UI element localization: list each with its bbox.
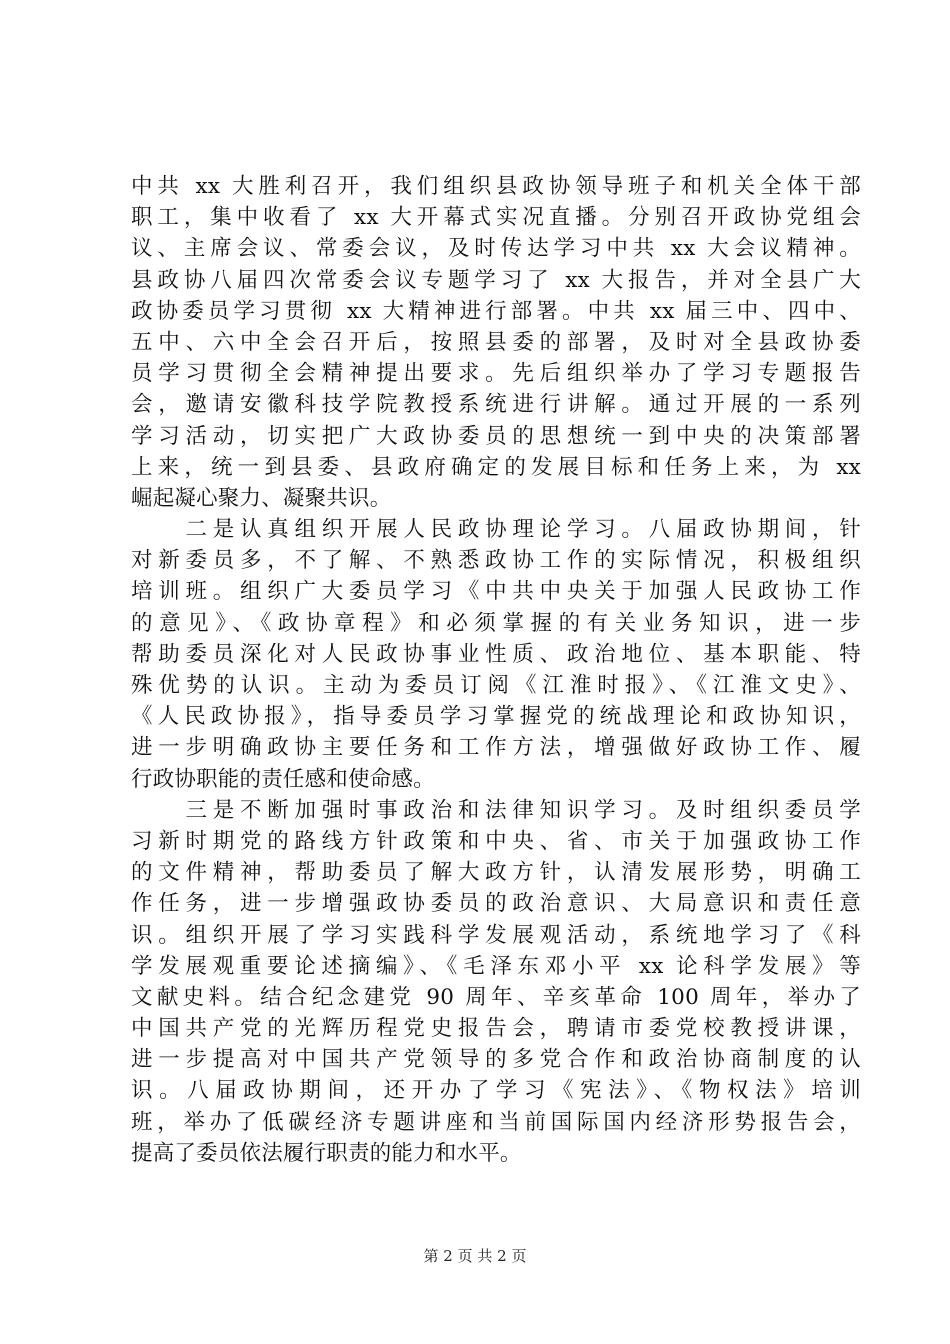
paragraph-end-line: 提高了委员依法履行职责的能力和水平。: [131, 1140, 522, 1166]
text-line: 作任务，进一步增强政协委员的政治意识、大局意识和责任意: [131, 891, 861, 917]
text-line: 进一步明确政协主要任务和工作方法，增强做好政协工作、履: [131, 735, 861, 761]
text-line: 学发展观重要论述摘编》、《毛泽东邓小平 xx 论科学发展》等: [131, 953, 861, 979]
text-line: 的文件精神，帮助委员了解大政方针，认清发展形势，明确工: [131, 860, 861, 886]
text-line: 的意见》、《政协章程》和必须掌握的有关业务知识，进一步: [131, 610, 861, 636]
text-line: 会，邀请安徽科技学院教授系统进行讲解。通过开展的一系列: [131, 392, 861, 418]
text-line: 议、主席会议、常委会议，及时传达学习中共 xx 大会议精神。: [131, 236, 861, 262]
text-line: 对新委员多，不了解、不熟悉政协工作的实际情况，积极组织: [131, 548, 861, 574]
paragraph-start-line: 二是认真组织开展人民政协理论学习。八届政协期间，针: [131, 517, 861, 543]
text-line: 培训班。组织广大委员学习《中共中央关于加强人民政协工作: [131, 579, 861, 605]
text-line: 文献史料。结合纪念建党 90 周年、辛亥革命 100 周年，举办了: [131, 984, 861, 1010]
text-line: 县政协八届四次常委会议专题学习了 xx 大报告，并对全县广大: [131, 267, 861, 293]
text-line: 上来，统一到县委、县政府确定的发展目标和任务上来，为 xx: [131, 454, 861, 480]
text-line: 殊优势的认识。主动为委员订阅《江淮时报》、《江淮文史》、: [131, 673, 861, 698]
text-line: 帮助委员深化对人民政协事业性质、政治地位、基本职能、特: [131, 641, 861, 667]
paragraph-end-line: 崛起凝心聚力、凝聚共识。: [131, 485, 392, 511]
paragraph-end-line: 行政协职能的责任感和使命感。: [131, 766, 435, 792]
page-number-footer: 第 2 页 共 2 页: [423, 1247, 527, 1265]
text-line: 员学习贯彻全会精神提出要求。先后组织举办了学习专题报告: [131, 361, 861, 387]
text-line: 政协委员学习贯彻 xx 大精神进行部署。中共 xx 届三中、四中、: [131, 298, 861, 324]
text-line: 《人民政协报》，指导委员学习掌握党的统战理论和政协知识，: [131, 704, 861, 730]
text-line: 职工，集中收看了 xx 大开幕式实况直播。分别召开政协党组会: [131, 205, 861, 231]
text-line: 班，举办了低碳经济专题讲座和当前国际国内经济形势报告会，: [131, 1109, 861, 1135]
paragraph-start-line: 三是不断加强时事政治和法律知识学习。及时组织委员学: [131, 797, 861, 823]
text-line: 中共 xx 大胜利召开，我们组织县政协领导班子和机关全体干部: [131, 174, 861, 199]
text-line: 学习活动，切实把广大政协委员的思想统一到中央的决策部署: [131, 423, 861, 449]
text-line: 识。组织开展了学习实践科学发展观活动，系统地学习了《科: [131, 922, 861, 948]
text-line: 五中、六中全会召开后，按照县委的部署，及时对全县政协委: [131, 329, 861, 355]
document-body: [131, 171, 861, 1169]
text-line: 中国共产党的光辉历程党史报告会，聘请市委党校教授讲课，: [131, 1016, 861, 1042]
text-line: 进一步提高对中国共产党领导的多党合作和政治协商制度的认: [131, 1047, 861, 1073]
text-line: 习新时期党的路线方针政策和中央、省、市关于加强政协工作: [131, 828, 861, 854]
text-line: 识。八届政协期间，还开办了学习《宪法》、《物权法》培训: [131, 1078, 861, 1104]
